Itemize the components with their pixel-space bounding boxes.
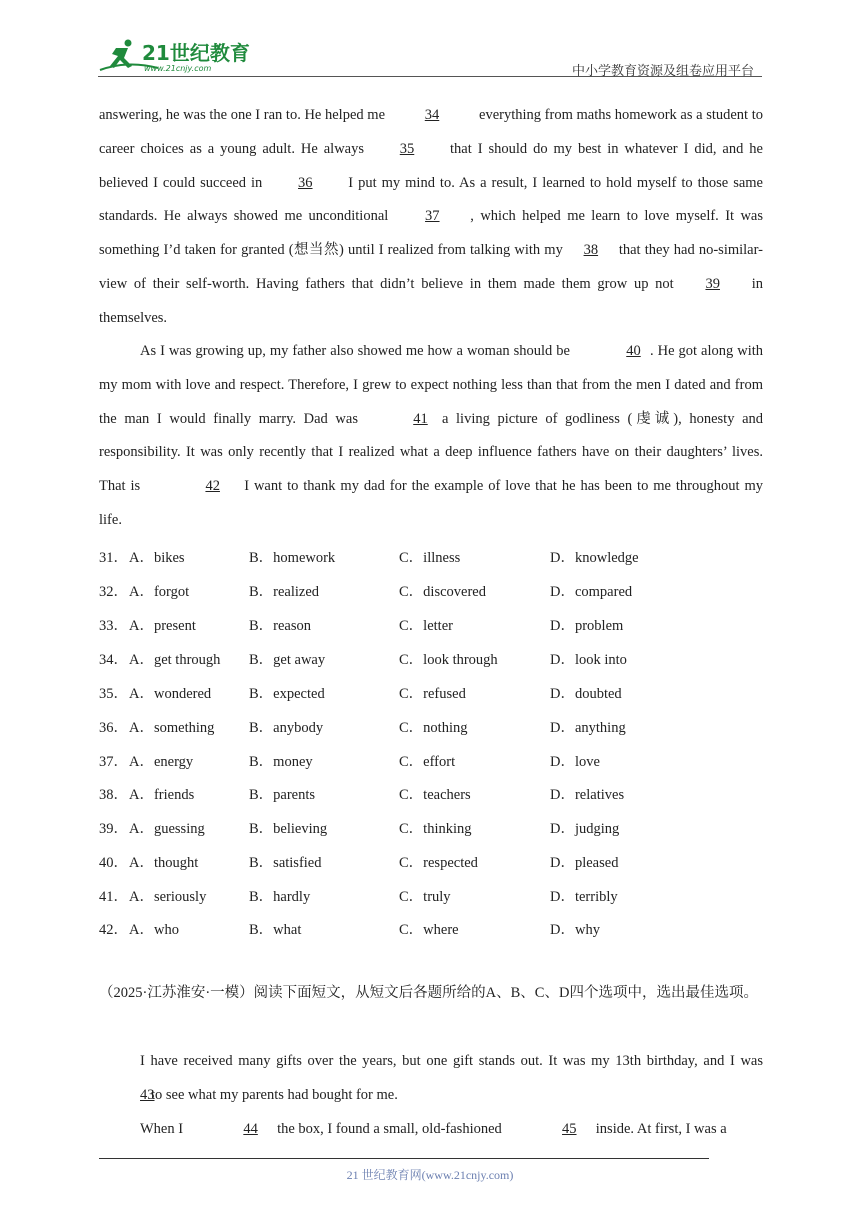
blank-35: 35 bbox=[399, 140, 415, 157]
blank-38: 38 bbox=[583, 242, 599, 259]
blank-45: 45 bbox=[562, 1121, 577, 1137]
footer-divider bbox=[99, 1158, 709, 1159]
blank-39: 39 bbox=[705, 275, 720, 292]
blank-34: 34 bbox=[424, 107, 440, 123]
blank-37: 37 bbox=[425, 208, 440, 225]
logo-21cnjy bbox=[98, 38, 268, 74]
passage1-paragraph1: answering, he was the one I ran to. He helped me 34 everything from maths homework as a student to career choices as a young adult. He always 35 that I should do my best in whatever I did, and he believed I could succeed in 36 I put my mind to. As a result, I learned to hold myself to those same standards. He always showed me unconditional 37 , which helped me learn to love myself. It was something I’d taken for granted (想当然) until I realized from talking with my 38 that they had no-similar-view of their self-worth. Having fathers that didn’t believe in them made them grow up not 39 in themselves. bbox=[99, 99, 763, 336]
blank-42: 42 bbox=[205, 478, 220, 495]
blank-40: 40 bbox=[626, 343, 641, 359]
blank-43: 43 bbox=[140, 1086, 155, 1103]
svg-text:www.21cnjy.com: www.21cnjy.com bbox=[144, 64, 212, 73]
blank-44: 44 bbox=[243, 1121, 258, 1137]
passage1-paragraph2: As I was growing up, my father also showed me how a woman should be 40 . He got along with my mom with love and respect. Therefore, I grew to expect nothing less than that from the men I dated and from the man I would finally marry. Dad was 41 a living picture of godliness (虔诚), honesty and responsibility. It was only recently that I realized what a deep influence fathers have on their daughters’ lives. That is 42 I want to thank my dad for the example of love that he has been to me throughout my life. bbox=[99, 335, 763, 538]
svg-text:21世纪教育: 21世纪教育 bbox=[142, 41, 250, 65]
blank-36: 36 bbox=[298, 174, 313, 191]
section2-instruction: （2025·江苏淮安·一模）阅读下面短文，从短文后各题所给的A、B、C、D四个选项中，选出最佳选项。 bbox=[99, 985, 758, 1001]
header-divider bbox=[98, 76, 762, 77]
page-header bbox=[98, 30, 762, 78]
footer-text: 21 世纪教育网(www.21cnjy.com) bbox=[346, 1168, 514, 1182]
platform-name: 中小学教育资源及组卷应用平台 bbox=[571, 63, 754, 78]
passage2-paragraph1: I have received many gifts over the years, but one gift stands out. It was my 13th birthday, and I was43to see what my parents had bought for me. bbox=[99, 1045, 763, 1113]
passage2-paragraph2: When I 44 the box, I found a small, old-fashioned 45 inside. At first, I was a bbox=[99, 1113, 763, 1147]
blank-41: 41 bbox=[413, 410, 428, 427]
